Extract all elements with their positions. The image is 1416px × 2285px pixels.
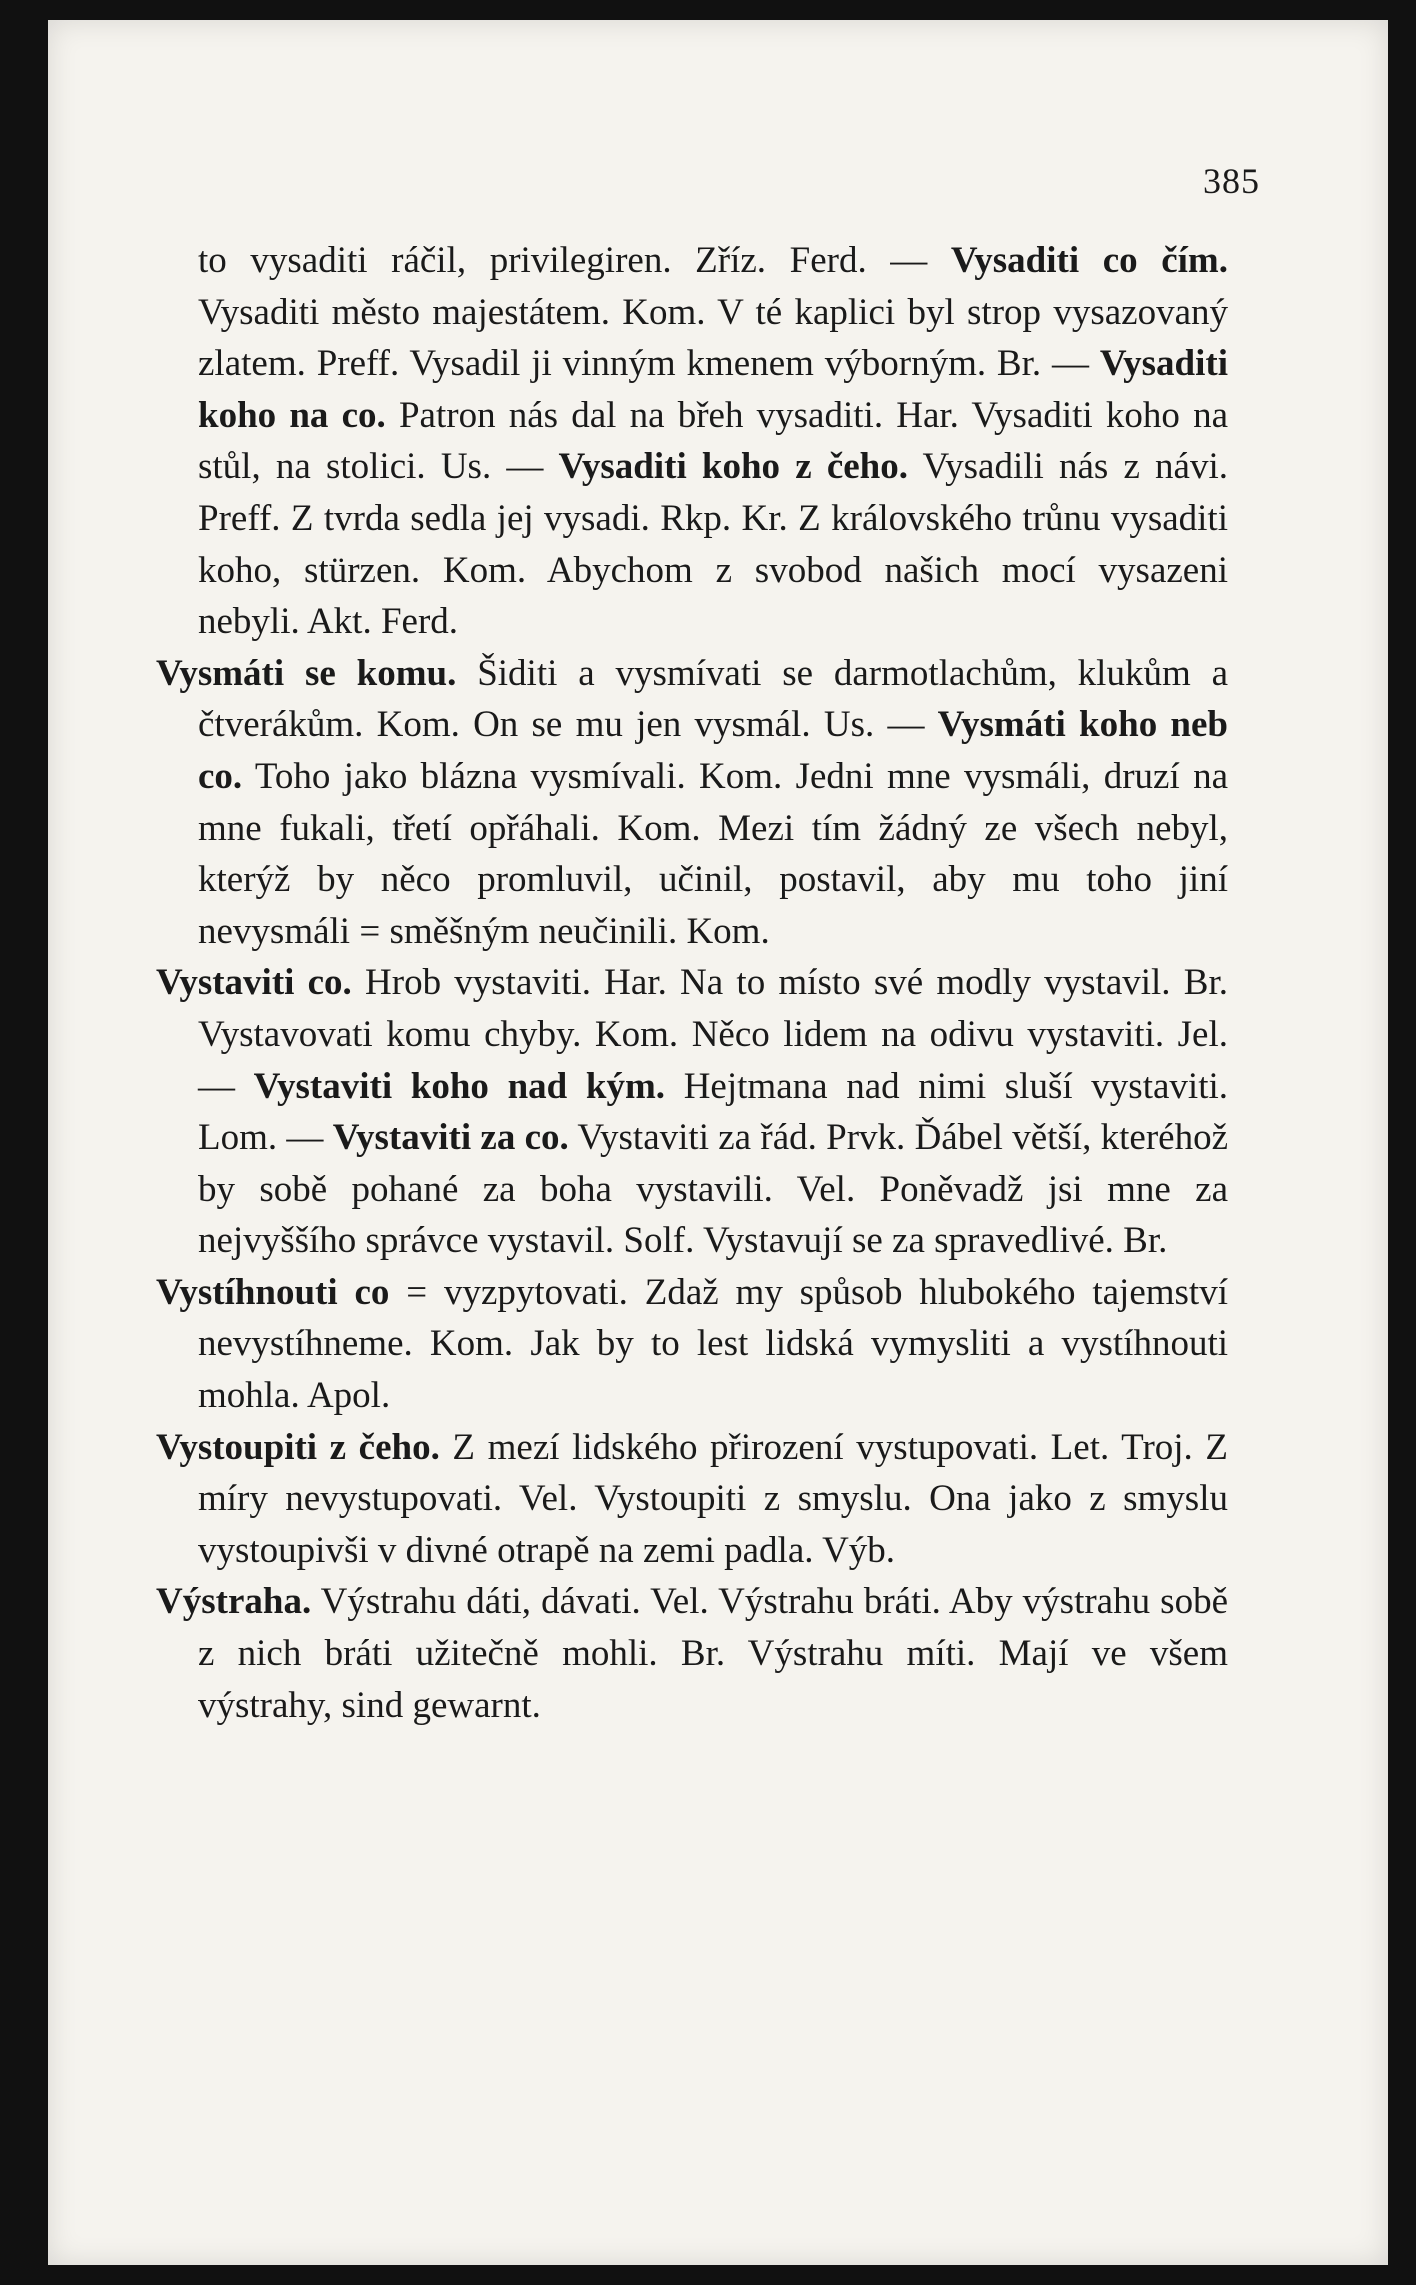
- headword: Vystoupiti z čeho.: [156, 1426, 440, 1468]
- headword: Vysaditi co čím.: [950, 240, 1228, 281]
- book-page: [48, 20, 1388, 2265]
- dictionary-entry: [156, 1267, 1228, 1422]
- entry-text: Vysadili nás z návi. Preff. Z tvrda sedla jej vysadi. Rkp. Kr. Z královského trůnu vysaditi koho, stürzen. Kom. Abychom z svobod našich mocí vysazeni nebyli. Akt. Ferd.: [198, 446, 1228, 643]
- entry-text: Hejtmana nad nimi sluší vystaviti. Lom. —: [198, 1065, 1228, 1159]
- entry-text: Šiditi a vysmívati se darmotlachům, klukům a čtverákům. Kom. On se mu jen vysmál. Us. —: [198, 652, 1228, 746]
- entry-text: Výstrahu dáti, dávati. Vel. Výstrahu bráti. Aby výstrahu sobě z nich bráti užitečně mohli. Br. Výstrahu míti. Mají ve všem výstrahy, sind gewarnt.: [198, 1581, 1228, 1726]
- headword: Vysmáti se komu.: [156, 652, 457, 694]
- headword: Vysaditi koho na co.: [198, 343, 1228, 436]
- dictionary-entry: [156, 1422, 1228, 1577]
- dictionary-entry: [156, 1576, 1228, 1731]
- headword: Vystaviti za co.: [332, 1117, 569, 1159]
- headword: Výstraha.: [156, 1581, 312, 1623]
- entry-text: Patron nás dal na břeh vysaditi. Har. Vysaditi koho na stůl, na stolici. Us. —: [198, 394, 1228, 488]
- headword: Vystaviti koho nad kým.: [253, 1065, 666, 1107]
- headword: Vysaditi koho z čeho.: [558, 446, 908, 488]
- entry-text: to vysaditi ráčil, privilegiren. Zříz. Ferd. —: [198, 240, 951, 281]
- dictionary-entry: [156, 648, 1228, 958]
- dictionary-text: [156, 235, 1228, 1731]
- entry-text: Vystaviti za řád. Prvk. Ďábel větší, kteréhož by sobě pohané za boha vystavili. Vel. Poněvadž jsi mne za nejvyššího správce vystavil. Solf. Vystavují se za spravedlivé. Br.: [198, 1117, 1228, 1262]
- entry-text: = vyzpytovati. Zdaž my spůsob hlubokého tajemství nevystíhneme. Kom. Jak by to lest lidská vymysliti a vystíhnouti mohla. Apol.: [198, 1271, 1228, 1417]
- headword: Vystíhnouti co: [156, 1271, 390, 1313]
- continuation-paragraph: [156, 235, 1228, 648]
- entry-text: Toho jako blázna vysmívali. Kom. Jedni mne vysmáli, druzí na mne fukali, třetí opřáhali. Kom. Mezi tím žádný ze všech nebyl, kterýž by něco promluvil, učinil, postavil, aby mu toho jiní nevysmáli = směšným neučinili. Kom.: [198, 755, 1228, 952]
- headword: Vystaviti co.: [156, 962, 352, 1004]
- headword: Vysmáti koho neb co.: [198, 704, 1228, 797]
- entry-text: Hrob vystaviti. Har. Na to místo své modly vystavil. Br. Vystavovati komu chyby. Kom. Něco lidem na odivu vystaviti. Jel. —: [198, 962, 1228, 1107]
- dictionary-entry: [156, 957, 1228, 1267]
- page-number: 385: [1203, 161, 1260, 201]
- entry-text: Z mezí lidského přirození vystupovati. Let. Troj. Z míry nevystupovati. Vel. Vystoupiti z smyslu. Ona jako z smyslu vystoupivši v divné otrapě na zemi padla. Výb.: [198, 1426, 1228, 1571]
- entry-text: Vysaditi město majestátem. Kom. V té kaplici byl strop vysazovaný zlatem. Preff. Vysadil ji vinným kmenem výborným. Br. —: [198, 291, 1228, 385]
